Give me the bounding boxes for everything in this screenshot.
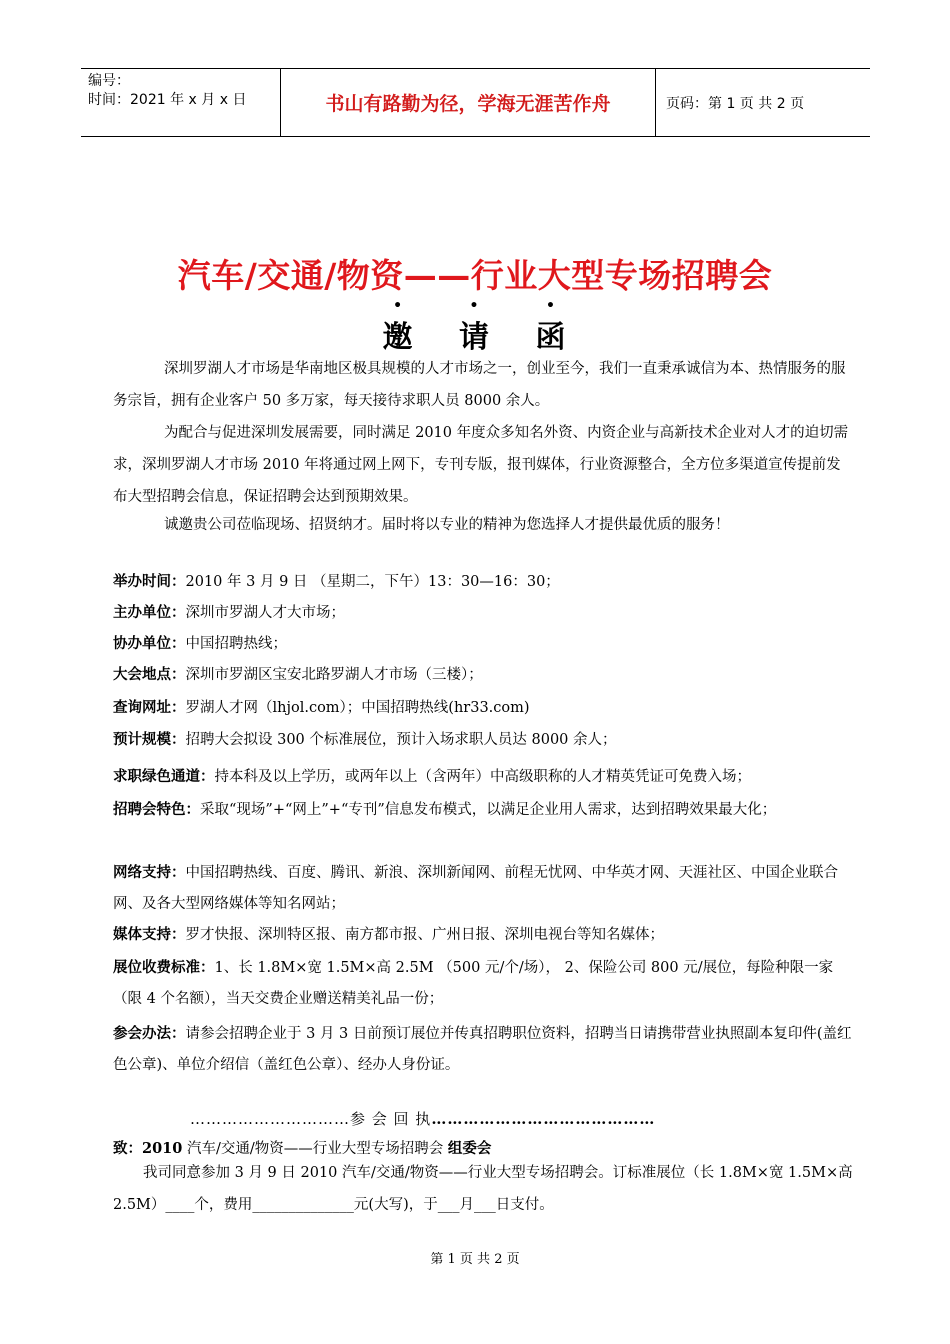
- page-footer: 第 1 页 共 2 页: [430, 1252, 520, 1267]
- detail-value: 1、长 1.8M×宽 1.5M×高 2.5M （500 元/个/场）， 2、保险公司 800 元/展位，每险种限一家（限 4 个名额），当天交费企业赠送精美礼品一份；: [113, 960, 834, 1007]
- detail-label: 查询网址：: [113, 700, 186, 716]
- header-time: 时间：2021 年 x 月 x 日: [88, 92, 247, 108]
- detail-item: [113, 693, 855, 724]
- detail-label: 媒体支持：: [113, 927, 186, 943]
- detail-value: 深圳市罗湖人才大市场；: [185, 605, 345, 621]
- detail-value: 请参会招聘企业于 3 月 3 日前预订展位并传真招聘职位资料，招聘当日请携带营业执照副本复印件(盖红色公章)、单位介绍信（盖红色公章）、经办人身份证。: [113, 1026, 852, 1073]
- subtitle-char: 请: [459, 320, 491, 355]
- detail-item: [113, 795, 855, 826]
- receipt-heading: [190, 1108, 810, 1129]
- detail-label: 举办时间：: [113, 574, 186, 590]
- detail-label: 大会地点：: [113, 667, 186, 683]
- header-meta: [81, 69, 281, 136]
- receipt-dots-right: ……………………………………: [431, 1110, 656, 1128]
- detail-item: [113, 567, 855, 598]
- detail-label: 招聘会特色：: [113, 802, 200, 818]
- detail-value: 罗才快报、深圳特区报、南方都市报、广州日报、深圳电视台等知名媒体；: [185, 927, 664, 943]
- detail-value: 中国招聘热线；: [185, 636, 287, 652]
- detail-value: 招聘大会拟设 300 个标准展位，预计入场求职人员达 8000 余人；: [185, 732, 617, 748]
- detail-item: [113, 858, 855, 920]
- detail-label: 展位收费标准：: [113, 960, 215, 976]
- detail-value: 罗湖人才网（lhjol.com）；中国招聘热线(hr33.com): [185, 700, 530, 716]
- detail-item: [113, 953, 855, 1015]
- detail-label: 协办单位：: [113, 636, 186, 652]
- detail-item: [113, 629, 855, 660]
- document-title: 汽车/交通/物资——行业大型专场招聘会: [177, 256, 773, 295]
- detail-label: 预计规模：: [113, 732, 186, 748]
- detail-value: 中国招聘热线、百度、腾讯、新浪、深圳新闻网、前程无忧网、中华英才网、天涯社区、中国企业联合网、及各大型网络媒体等知名网站；: [113, 865, 838, 912]
- document-subtitle: [0, 312, 950, 356]
- header-motto: 书山有路勤为径，学海无涯苦作舟: [281, 69, 656, 136]
- detail-label: 参会办法：: [113, 1026, 186, 1042]
- receipt-to-prefix: 致：2010: [113, 1140, 183, 1157]
- receipt-title: 参 会 回 执: [350, 1110, 432, 1128]
- header-number: 编号：: [88, 73, 130, 89]
- detail-item: [113, 762, 855, 793]
- detail-label: 求职绿色通道：: [113, 769, 215, 785]
- page-header: [81, 68, 870, 137]
- detail-label: 网络支持：: [113, 865, 186, 881]
- header-page-info: 页码：第 1 页 共 2 页: [666, 95, 805, 112]
- detail-item: [113, 725, 855, 756]
- detail-value: 2010 年 3 月 9 日 （星期二，下午）13：30—16：30；: [185, 574, 560, 590]
- detail-value: 深圳市罗湖区宝安北路罗湖人才市场（三楼）；: [185, 667, 483, 683]
- receipt-to-suffix: 组委会: [447, 1140, 492, 1157]
- intro-paragraph: 深圳罗湖人才市场是华南地区极具规模的人才市场之一，创业至今，我们一直秉承诚信为本、热情服务的服务宗旨，拥有企业客户 50 多万家，每天接待求职人员 8000 余人。: [113, 361, 846, 409]
- intro-paragraph: 诚邀贵公司莅临现场、招贤纳才。届时将以专业的精神为您选择人才提供最优质的服务！: [164, 517, 730, 533]
- detail-item: [113, 1019, 855, 1081]
- detail-item: [113, 920, 855, 951]
- detail-label: 主办单位：: [113, 605, 186, 621]
- subtitle-char: 函: [535, 320, 568, 355]
- detail-item: [113, 660, 855, 691]
- detail-item: [113, 598, 855, 629]
- receipt-to-mid: 汽车/交通/物资——行业大型专场招聘会: [182, 1141, 448, 1157]
- detail-value: 持本科及以上学历，或两年以上（含两年）中高级职称的人才精英凭证可免费入场；: [214, 769, 751, 785]
- intro-paragraph: 为配合与促进深圳发展需要，同时满足 2010 年度众多知名外资、内资企业与高新技术企业对人才的迫切需求，深圳罗湖人才市场 2010 年将通过网上网下，专刊专版，报刊媒体，行业资源整合，全方位多渠道宣传提前发布大型招聘会信息，保证招聘会达到预期效果。: [113, 425, 849, 505]
- receipt-body: 我司同意参加 3 月 9 日 2010 汽车/交通/物资——行业大型专场招聘会。订标准展位（长 1.8M×宽 1.5M×高 2.5M）____个，费用______________元(大写)，于___月___日支付。: [113, 1165, 853, 1213]
- subtitle-char: 邀: [382, 320, 415, 355]
- receipt-dots-left: …………………………: [190, 1110, 350, 1128]
- detail-value: 采取“现场”+“网上”+“专刊”信息发布模式，以满足企业用人需求，达到招聘效果最大化；: [200, 802, 777, 818]
